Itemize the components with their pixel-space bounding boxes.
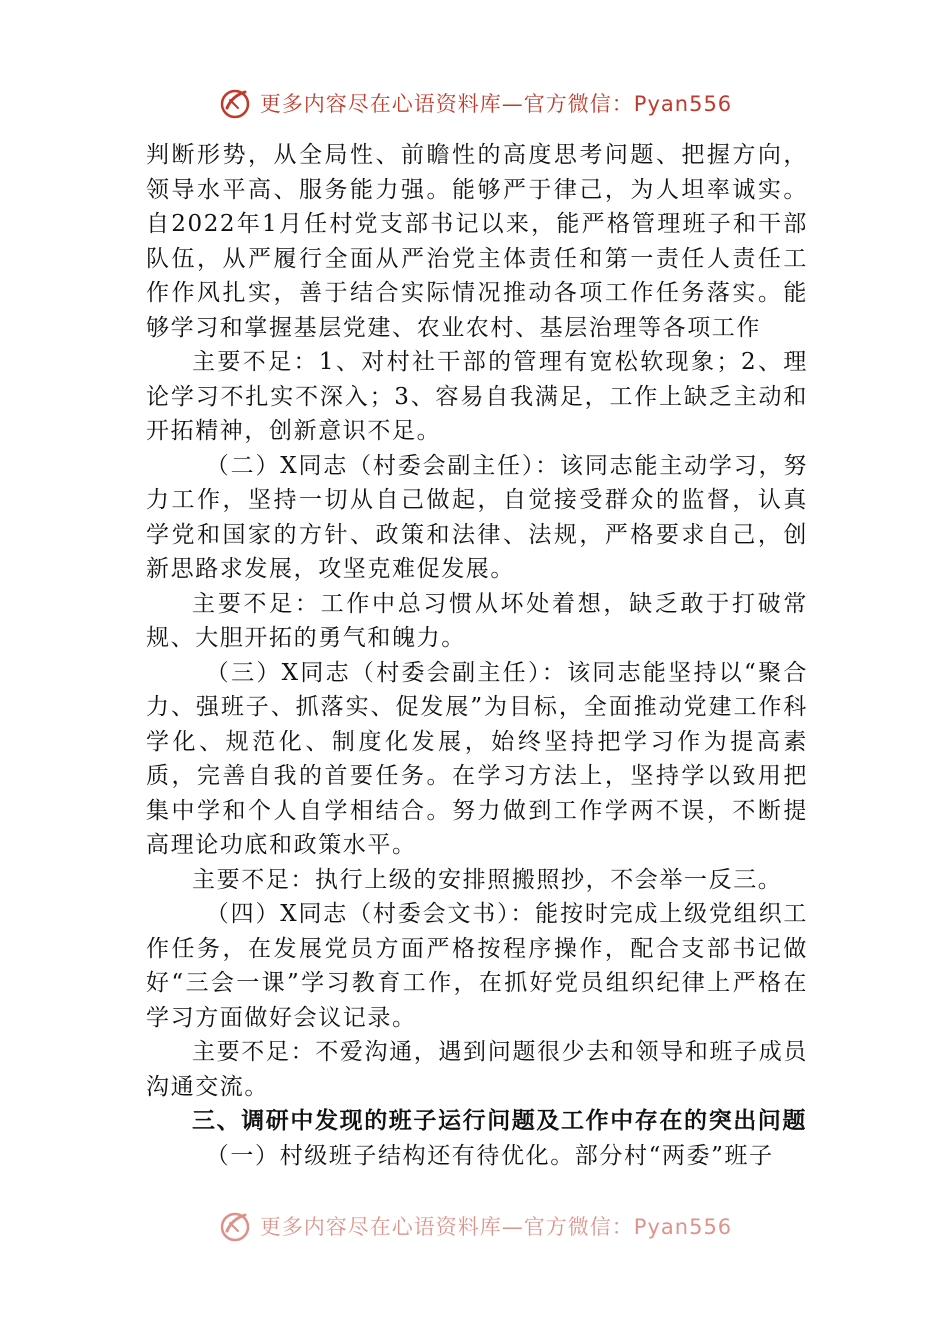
- footer-watermark-text: 更多内容尽在心语资料库—官方微信：Pyan556: [259, 1215, 733, 1239]
- paragraph-member-3: （三）X同志（村委会副主任）：该同志能坚持以“聚合力、强班子、抓落实、促发展”为目标，全面推动党建工作科学化、规范化、制度化发展，始终坚持把学习作为提高素质，完善自我的首要任务。在学习方法上，坚持学以致用把集中学和个人自学相结合。努力做到工作学两不误，不断提高理论功底和政策水平。: [146, 659, 808, 858]
- brand-logo-icon: [218, 1209, 252, 1243]
- paragraph-member-2-shortcomings: 主要不足：工作中总习惯从坏处着想，缺乏敢于打破常规、大胆开拓的勇气和魄力。: [146, 590, 808, 651]
- brand-logo-icon: [218, 86, 252, 120]
- paragraph-member-3-shortcomings: 主要不足：执行上级的安排照搬照抄，不会举一反三。: [192, 866, 783, 893]
- paragraph-subsection-1: （一）村级班子结构还有待优化。部分村“两委”班子: [205, 1142, 774, 1169]
- paragraph-member-4: （四）X同志（村委会文书）：能按时完成上级党组织工作任务，在发展党员方面严格按程序操作，配合支部书记做好“三会一课”学习教育工作，在抓好党员组织纪律上严格在学习方面做好会议记录。: [146, 901, 808, 1031]
- footer-watermark: [0, 1206, 950, 1246]
- header-watermark: [0, 80, 950, 126]
- section-heading-3: 三、调研中发现的班子运行问题及工作中存在的突出问题: [192, 1108, 807, 1134]
- header-watermark-text: 更多内容尽在心语资料库—官方微信：Pyan556: [259, 92, 733, 116]
- document-body: [146, 138, 808, 1173]
- paragraph-member-2: （二）X同志（村委会副主任）：该同志能主动学习，努力工作，坚持一切从自己做起，自觉接受群众的监督，认真学党和国家的方针、政策和法律、法规，严格要求自己，创新思路求发展，攻坚克难促发展。: [146, 452, 808, 582]
- paragraph-leader-shortcomings: 主要不足：1、对村社干部的管理有宽松软现象；2、理论学习不扎实不深入；3、容易自我满足，工作上缺乏主动和开拓精神，创新意识不足。: [146, 349, 808, 444]
- paragraph-member-4-shortcomings: 主要不足：不爱沟通，遇到问题很少去和领导和班子成员沟通交流。: [146, 1039, 808, 1100]
- paragraph-leader-evaluation: 判断形势，从全局性、前瞻性的高度思考问题、把握方向，领导水平高、服务能力强。能够严于律己，为人坦率诚实。自2022年1月任村党支部书记以来，能严格管理班子和干部队伍，从严履行全面从严治党主体责任和第一责任人责任工作作风扎实，善于结合实际情况推动各项工作任务落实。能够学习和掌握基层党建、农业农村、基层治理等各项工作: [146, 142, 808, 341]
